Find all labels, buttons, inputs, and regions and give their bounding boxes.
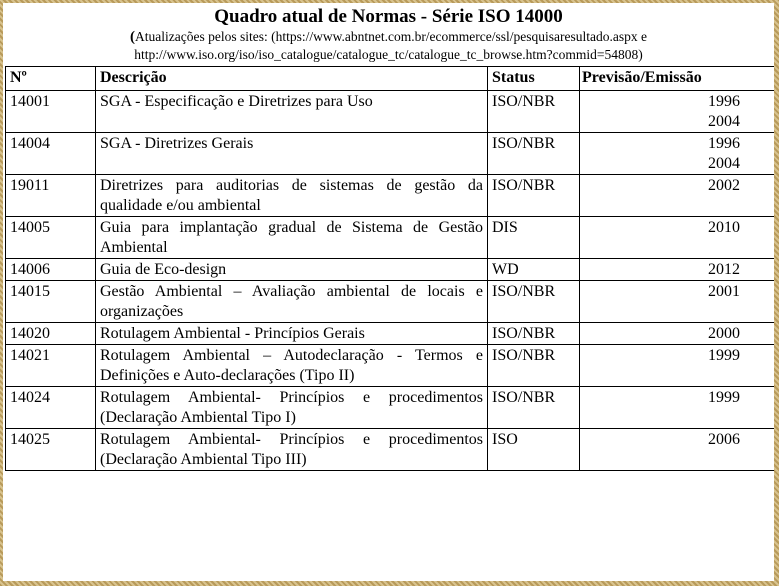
- header-description: Descrição: [96, 67, 488, 91]
- table-row: [6, 133, 775, 175]
- cell-description: Rotulagem Ambiental- Princípios e procedimentos (Declaração Ambiental Tipo I): [96, 387, 488, 429]
- year-value: 2001: [708, 283, 740, 300]
- year-value: 2004: [708, 155, 740, 172]
- table-row: [6, 259, 775, 281]
- table-row: [6, 323, 775, 345]
- cell-description: Rotulagem Ambiental - Princípios Gerais: [96, 323, 488, 345]
- year-value: 2004: [708, 113, 740, 130]
- cell-description: Guia para implantação gradual de Sistema de Gestão Ambiental: [96, 217, 488, 259]
- subtitle-line1: Atualizações pelos sites: (https://www.abntnet.com.br/ecommerce/ssl/pesquisaresultado.aspx e: [135, 29, 647, 44]
- year-value: 1999: [708, 389, 740, 406]
- year-value: 1996: [708, 135, 740, 152]
- header-year: Previsão/Emissão: [580, 67, 775, 91]
- table-row: [6, 217, 775, 259]
- cell-year: [580, 387, 775, 429]
- cell-status: ISO/NBR: [488, 281, 580, 323]
- year-value: 1996: [708, 93, 740, 110]
- cell-num: 14006: [6, 259, 96, 281]
- cell-status: ISO/NBR: [488, 175, 580, 217]
- cell-status: ISO/NBR: [488, 387, 580, 429]
- year-value: 2006: [708, 431, 740, 448]
- header-status: Status: [488, 67, 580, 91]
- subtitle: [9, 28, 768, 64]
- subtitle-line2: http://www.iso.org/iso/iso_catalogue/catalogue_tc/catalogue_tc_browse.htm?commid=54808): [134, 47, 643, 62]
- cell-year: [580, 345, 775, 387]
- table-body: [6, 91, 775, 471]
- cell-status: ISO/NBR: [488, 323, 580, 345]
- header-num: Nº: [6, 67, 96, 91]
- table-row: [6, 387, 775, 429]
- cell-num: 14004: [6, 133, 96, 175]
- table-row: [6, 345, 775, 387]
- cell-status: ISO/NBR: [488, 133, 580, 175]
- cell-year: [580, 91, 775, 133]
- year-value: 1999: [708, 347, 740, 364]
- cell-year: [580, 175, 775, 217]
- subtitle-paren: (: [130, 29, 135, 45]
- cell-year: [580, 217, 775, 259]
- document-sheet: [3, 3, 774, 581]
- cell-num: 14025: [6, 429, 96, 471]
- standards-table: [5, 66, 774, 471]
- cell-num: 14005: [6, 217, 96, 259]
- cell-description: Rotulagem Ambiental – Autodeclaração - Termos e Definições e Auto-declarações (Tipo II): [96, 345, 488, 387]
- cell-year: [580, 259, 775, 281]
- year-value: 2010: [708, 219, 740, 236]
- cell-num: 19011: [6, 175, 96, 217]
- cell-description: SGA - Diretrizes Gerais: [96, 133, 488, 175]
- table-row: [6, 281, 775, 323]
- year-value: 2000: [708, 325, 740, 342]
- cell-num: 14015: [6, 281, 96, 323]
- cell-year: [580, 133, 775, 175]
- cell-year: [580, 281, 775, 323]
- cell-num: 14024: [6, 387, 96, 429]
- cell-num: 14020: [6, 323, 96, 345]
- table-row: [6, 429, 775, 471]
- page-title: Quadro atual de Normas - Série ISO 14000: [214, 6, 563, 27]
- cell-description: Rotulagem Ambiental- Princípios e procedimentos (Declaração Ambiental Tipo III): [96, 429, 488, 471]
- cell-status: DIS: [488, 217, 580, 259]
- cell-status: ISO/NBR: [488, 91, 580, 133]
- cell-year: [580, 429, 775, 471]
- table-row: [6, 91, 775, 133]
- cell-num: 14021: [6, 345, 96, 387]
- cell-status: WD: [488, 259, 580, 281]
- cell-status: ISO/NBR: [488, 345, 580, 387]
- cell-status: ISO: [488, 429, 580, 471]
- cell-description: Guia de Eco-design: [96, 259, 488, 281]
- cell-year: [580, 323, 775, 345]
- table-header-row: [6, 67, 775, 91]
- year-value: 2002: [708, 177, 740, 194]
- cell-num: 14001: [6, 91, 96, 133]
- cell-description: SGA - Especificação e Diretrizes para Uso: [96, 91, 488, 133]
- year-value: 2012: [708, 261, 740, 278]
- table-row: [6, 175, 775, 217]
- cell-description: Diretrizes para auditorias de sistemas de gestão da qualidade e/ou ambiental: [96, 175, 488, 217]
- cell-description: Gestão Ambiental – Avaliação ambiental de locais e organizações: [96, 281, 488, 323]
